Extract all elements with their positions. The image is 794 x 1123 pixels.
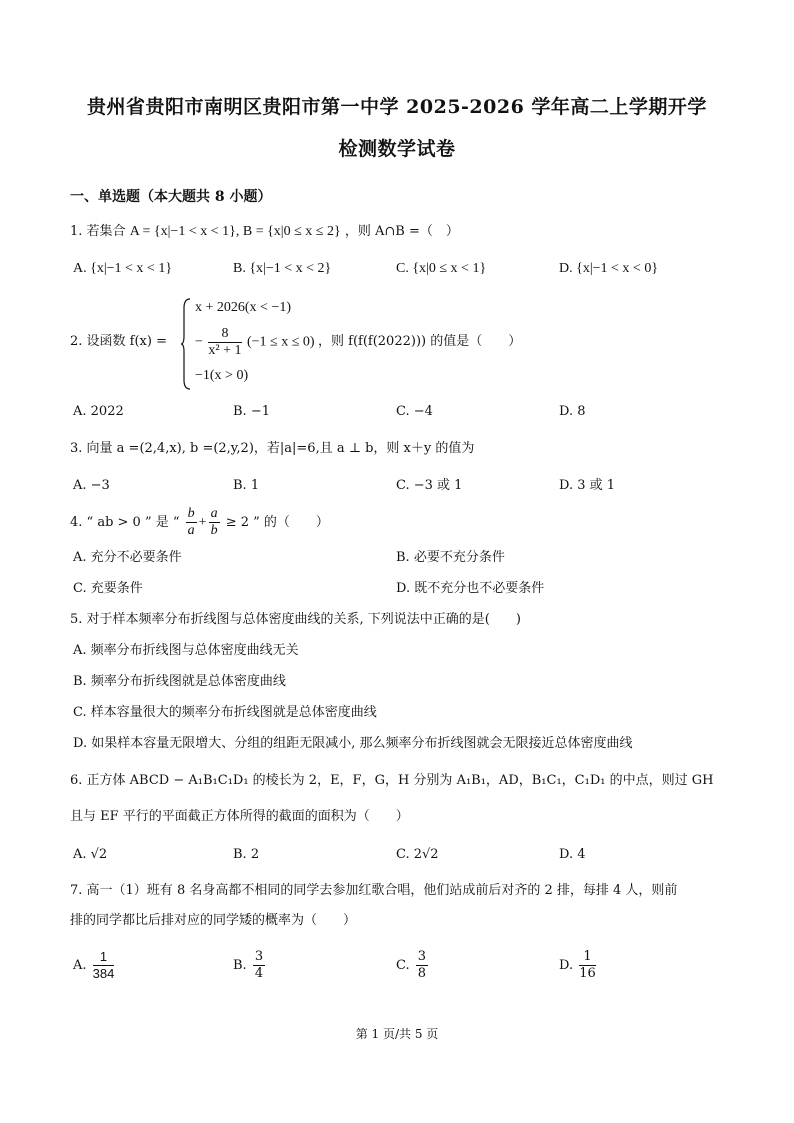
question-6-line2: 且与 EF 平行的平面截正方体所得的截面的面积为（ ）	[70, 809, 409, 824]
q1-stem-prefix: 1. 若集合	[70, 224, 126, 239]
q5-option-c: C. 样本容量很大的频率分布折线图就是总体密度曲线	[73, 705, 377, 720]
q4-option-a: A. 充分不必要条件	[73, 550, 182, 565]
q7-option-a-numerator: 1	[93, 949, 115, 966]
q7-option-b	[233, 946, 267, 986]
q7-option-a	[73, 946, 116, 986]
q7-option-c-denominator: 8	[417, 966, 427, 981]
question-7-line2: 排的同学都比后排对应的同学矮的概率为（ ）	[70, 913, 357, 928]
question-3: 3. 向量 a =(2,4,x), b =(2,y,2)，若|a|=6,且 a ⊥ b，则 x＋y 的值为	[70, 441, 475, 456]
question-6-line1: 6. 正方体 ABCD − A₁B₁C₁D₁ 的棱长为 2，E，F，G，H 分别为 A₁B₁，AD，B₁C₁，C₁D₁ 的中点，则过 GH	[70, 773, 714, 788]
q2-option-a: A. 2022	[73, 404, 124, 419]
section-heading: 一、单选题（本大题共 8 小题）	[70, 189, 272, 205]
q6-option-b: B. 2	[233, 847, 260, 862]
q7-option-a-denominator: 384	[92, 966, 115, 981]
q3-option-a: A. −3	[73, 478, 110, 493]
q6-option-c: C. 2√2	[396, 847, 439, 862]
q2-prefix: 2. 设函数 f(x) =	[70, 334, 167, 349]
q4-frac2-numerator: a	[210, 506, 218, 521]
q7-option-b-label: B.	[233, 958, 247, 973]
q6-option-d: D. 4	[559, 847, 586, 862]
exam-title-line2: 检测数学试卷	[338, 138, 456, 160]
q7-option-a-fraction	[93, 949, 115, 982]
q1-set-definition: A = {x|−1 < x < 1}, B = {x|0 ≤ x ≤ 2}	[129, 224, 341, 239]
q4-plus: +	[198, 515, 207, 530]
q1-option-a: A. {x|−1 < x < 1}	[73, 261, 173, 276]
q2-case-1: x + 2026(x < −1)	[195, 300, 292, 315]
question-1	[70, 223, 459, 241]
q7-option-c	[396, 946, 430, 986]
piecewise-brace	[181, 298, 191, 390]
q7-option-b-numerator: 3	[254, 949, 264, 964]
q7-option-b-fraction	[253, 949, 265, 982]
q2-case2-domain: (−1 ≤ x ≤ 0)	[247, 334, 315, 350]
q5-option-a: A. 频率分布折线图与总体密度曲线无关	[73, 643, 299, 658]
q4-frac1-numerator: b	[187, 506, 195, 521]
question-7-line1: 7. 高一（1）班有 8 名身高都不相同的同学去参加红歌合唱，他们站成前后对齐的 2 排，每排 4 人，则前	[70, 883, 678, 898]
q7-option-c-fraction	[416, 949, 428, 982]
q2-case2-denominator: x² + 1	[208, 343, 242, 358]
q7-option-a-label: A.	[73, 958, 87, 973]
q7-option-d-label: D.	[559, 958, 574, 973]
question-4	[70, 506, 329, 539]
q6-option-a: A. √2	[73, 847, 108, 862]
q4-frac1-denominator: a	[187, 523, 195, 538]
q1-stem-suffix: ，则 A∩B =（ ）	[344, 224, 459, 239]
q4-option-b: B. 必要不充分条件	[396, 550, 505, 565]
q7-option-c-label: C.	[396, 958, 410, 973]
q7-option-d-denominator: 16	[579, 966, 596, 981]
q7-option-d	[559, 946, 598, 986]
q7-option-d-numerator: 1	[579, 949, 596, 966]
q2-suffix: ，则 f(f(f(2022))) 的值是（ ）	[318, 334, 522, 349]
q4-frac2-denominator: b	[210, 523, 218, 538]
q4-fraction-b-over-a	[186, 506, 197, 539]
q5-option-b: B. 频率分布折线图就是总体密度曲线	[73, 674, 286, 689]
q1-option-c: C. {x|0 ≤ x < 1}	[396, 261, 487, 276]
q4-option-c: C. 充要条件	[73, 581, 143, 596]
q1-option-b: B. {x|−1 < x < 2}	[233, 261, 332, 276]
q5-option-d: D. 如果样本容量无限增大、分组的组距无限减小, 那么频率分布折线图就会无限接近总体密度曲线	[73, 736, 633, 751]
q7-option-b-denominator: 4	[254, 966, 264, 981]
q2-case2-minus: −	[195, 334, 203, 350]
q3-option-b: B. 1	[233, 478, 260, 493]
q2-case-3: −1(x > 0)	[195, 368, 249, 383]
q7-option-c-numerator: 3	[417, 949, 427, 964]
q2-case2-numerator: 8	[208, 326, 241, 343]
page-footer: 第 1 页/共 5 页	[355, 1027, 439, 1041]
q7-option-d-fraction	[579, 949, 596, 982]
q4-fraction-a-over-b	[209, 506, 220, 539]
q4-option-d: D. 既不充分也不必要条件	[396, 581, 545, 596]
q2-case-2	[195, 326, 315, 359]
q1-option-d: D. {x|−1 < x < 0}	[559, 261, 659, 276]
q2-option-c: C. −4	[396, 404, 433, 419]
q4-stem-pre: 4. “ ab > 0 ” 是 “	[70, 515, 180, 530]
q3-option-d: D. 3 或 1	[559, 478, 616, 493]
q2-case2-fraction	[208, 326, 241, 359]
q3-option-c: C. −3 或 1	[396, 478, 463, 493]
q4-stem-post: ≥ 2 ” 的（ ）	[225, 515, 329, 530]
q2-option-b: B. −1	[233, 404, 270, 419]
q2-option-d: D. 8	[559, 404, 586, 419]
question-5: 5. 对于样本频率分布折线图与总体密度曲线的关系, 下列说法中正确的是( )	[70, 612, 521, 627]
exam-title-line1: 贵州省贵阳市南明区贵阳市第一中学 2025-2026 学年高二上学期开学	[87, 96, 707, 118]
